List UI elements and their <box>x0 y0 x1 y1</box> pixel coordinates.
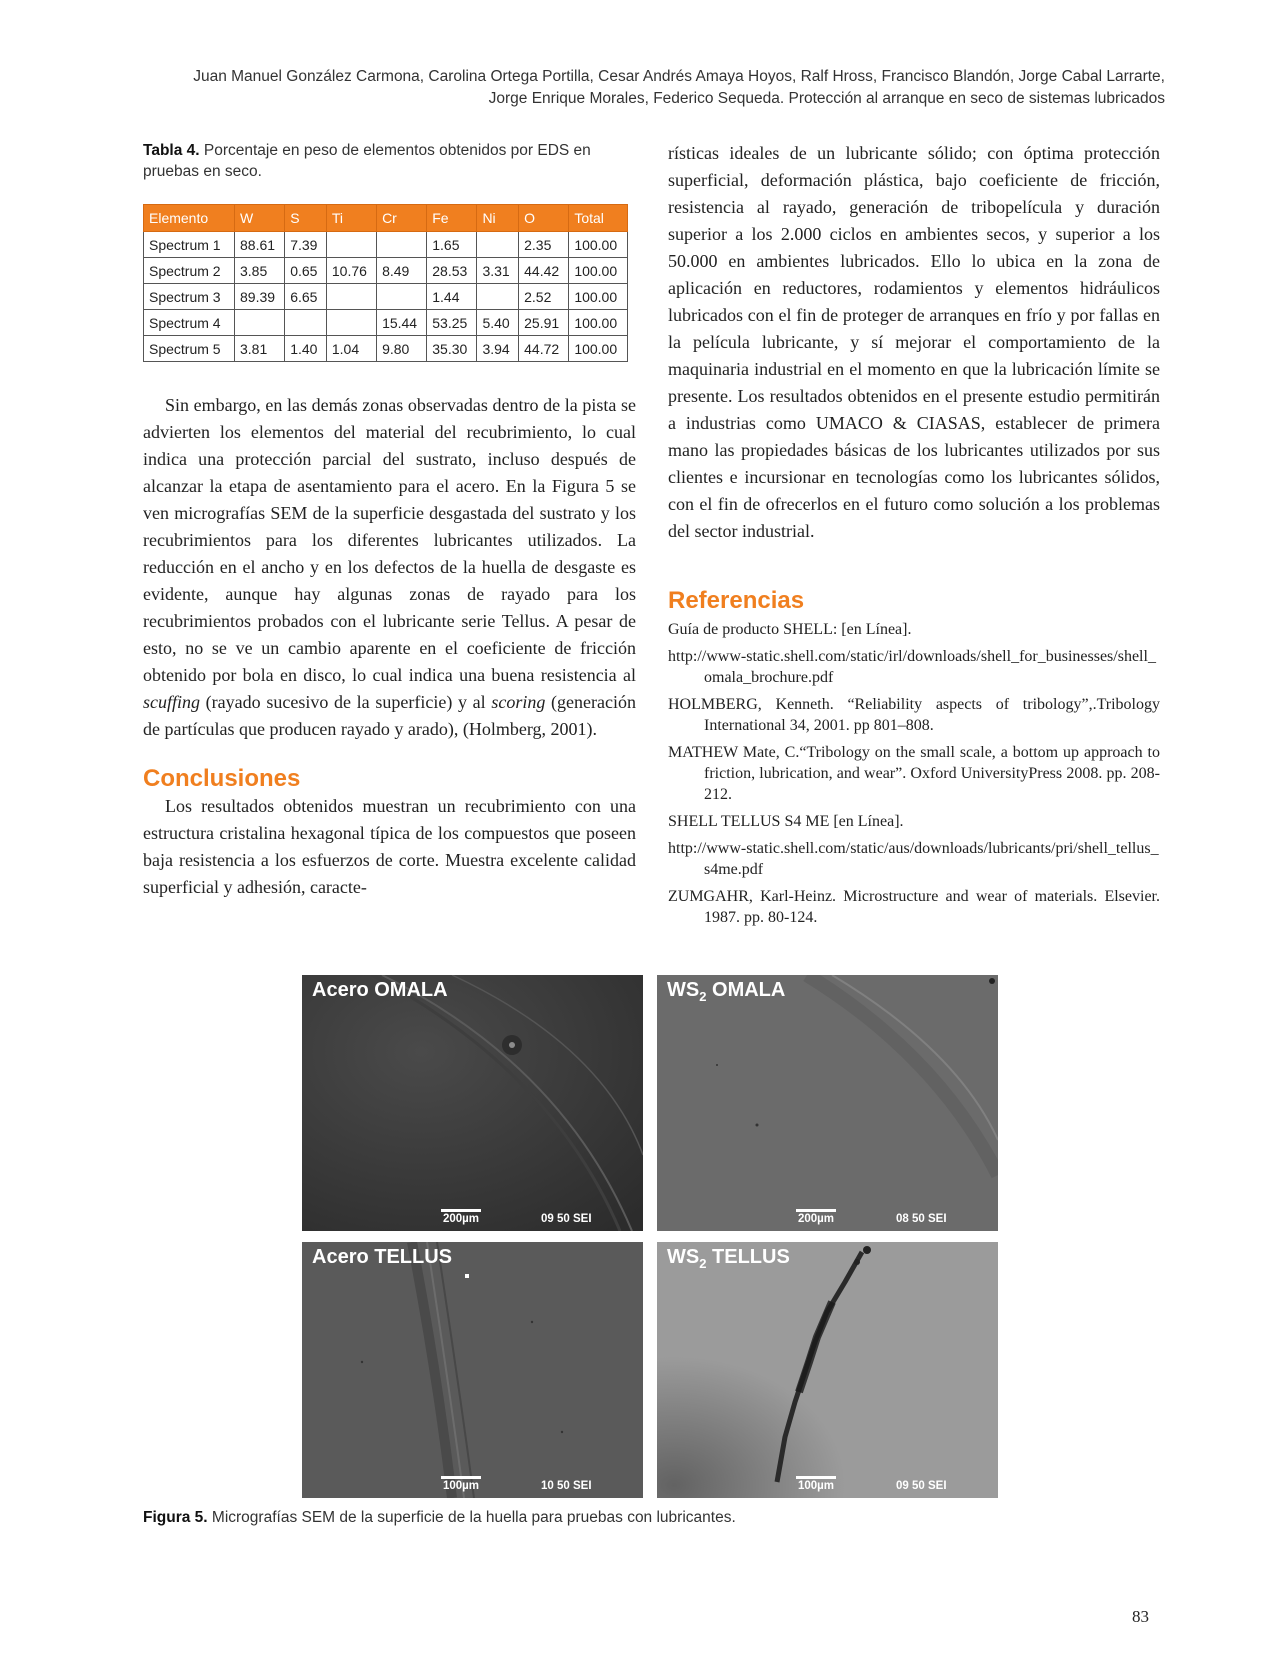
table-caption-text: Porcentaje en peso de elementos obtenidos por EDS en pruebas en seco. <box>143 142 591 180</box>
table-row <box>144 336 628 362</box>
table-cell <box>377 284 427 310</box>
table-row <box>144 258 628 284</box>
col-header-o: O <box>519 205 569 232</box>
panel-label: $WS_2$ OMALA <box>667 979 786 1004</box>
table-cell: 89.39 <box>235 284 285 310</box>
table-cell: 100.00 <box>569 336 628 362</box>
table-cell <box>477 232 519 258</box>
scale-bar: 200µm <box>441 1209 481 1225</box>
micrograph-image <box>657 1242 998 1498</box>
reference-item: MATHEW Mate, C.“Tribology on the small scale, a bottom up approach to friction, lubrication, and wear”. Oxford UniversityPress 2008. pp. 208-212. <box>668 744 1160 803</box>
col-header-w: W <box>235 205 285 232</box>
table-cell: 1.44 <box>427 284 477 310</box>
table-cell <box>326 232 376 258</box>
right-column <box>668 140 1160 934</box>
sem-info: 09 50 SEI <box>896 1480 947 1492</box>
table-cell: Spectrum 2 <box>144 258 235 284</box>
reference-item: HOLMBERG, Kenneth. “Reliability aspects of tribology”,.Tribology International 34, 2001. pp 801–808. <box>668 696 1160 734</box>
table-cell: 88.61 <box>235 232 285 258</box>
col-header-s: S <box>285 205 327 232</box>
left-column <box>143 140 636 901</box>
table-cell: 44.42 <box>519 258 569 284</box>
table-cell: 2.35 <box>519 232 569 258</box>
col-header-fe: Fe <box>427 205 477 232</box>
sem-figure <box>302 975 998 1498</box>
panel-label: $WS_2$ TELLUS <box>667 1246 790 1271</box>
section-heading-conclusiones: Conclusiones <box>143 765 301 792</box>
table-cell <box>285 310 327 336</box>
table-cell <box>235 310 285 336</box>
table-cell: 5.40 <box>477 310 519 336</box>
conclusiones-text-left <box>143 793 636 901</box>
figure-caption-label: Figura 5. <box>143 1509 208 1526</box>
header-title: Jorge Enrique Morales, Federico Sequeda. Protección al arranque en seco de sistemas lubricados <box>488 90 1165 107</box>
table-cell: Spectrum 4 <box>144 310 235 336</box>
table-cell: 100.00 <box>569 232 628 258</box>
table-cell: 3.94 <box>477 336 519 362</box>
scale-bar: 100µm <box>796 1476 836 1492</box>
sem-info: 09 50 SEI <box>541 1213 592 1225</box>
scale-bar: 100µm <box>441 1476 481 1492</box>
micrograph-acero-omala <box>302 975 643 1231</box>
micrograph-image <box>302 1242 643 1498</box>
sem-info: 10 50 SEI <box>541 1480 592 1492</box>
body-emphasis: scuffing <box>143 692 200 712</box>
reference-link[interactable]: http://www-static.shell.com/static/aus/downloads/lubricants/pri/shell_tellus_s4me.pdf <box>668 840 1159 878</box>
reference-item: Guía de producto SHELL: [en Línea]. <box>668 621 912 638</box>
panel-label: Acero TELLUS <box>312 1246 453 1268</box>
sem-info: 08 50 SEI <box>896 1213 947 1225</box>
table-cell: Spectrum 5 <box>144 336 235 362</box>
col-header-total: Total <box>569 205 628 232</box>
table-cell: 53.25 <box>427 310 477 336</box>
table-cell <box>377 232 427 258</box>
reference-item: SHELL TELLUS S4 ME [en Línea]. <box>668 813 904 830</box>
body-paragraph <box>143 392 636 743</box>
table-cell: 6.65 <box>285 284 327 310</box>
page-number: 83 <box>1132 1607 1149 1626</box>
table-row <box>144 232 628 258</box>
table-cell: 25.91 <box>519 310 569 336</box>
table-cell <box>326 284 376 310</box>
col-header-ni: Ni <box>477 205 519 232</box>
body-text-run: (rayado sucesivo de la superficie) y al <box>200 692 492 712</box>
table-cell: 10.76 <box>326 258 376 284</box>
table-cell: 3.31 <box>477 258 519 284</box>
running-header <box>140 66 1165 110</box>
micrograph-image <box>657 975 998 1231</box>
body-paragraph: rísticas ideales de un lubricante sólido; con óptima protección superficial, deformación plástica, bajo coeficiente de fricción, resistencia al rayado, generación de tribopelícula y duración superior a los 2.000 ciclos en ambientes secos, y superior a los 50.000 en ambientes lubricados. Ello lo ubica en la zona de aplicación en reductores, rodamientos y elementos hidráulicos lubricados con el fin de proteger de arranques en frío y por fallas en la película lubricante, y sí mejorar el comportamiento de la maquinaria industrial en el momento en que la lubricación límite se presente. Los resultados obtenidos en el presente estudio permitirán a industrias como UMACO & CIASAS, establecer de primera mano las propiedades básicas de los lubricantes utilizados por sus clientes e incursionar en tecnologías como los lubricantes sólidos, con el fin de ofrecerlos en el futuro como solución a los problemas del sector industrial. <box>668 143 1160 541</box>
body-paragraph: Los resultados obtenidos muestran un recubrimiento con una estructura cristalina hexagonal típica de los compuestos que poseen baja resistencia a los esfuerzos de corte. Muestra excelente calidad superficial y adhesión, caracte- <box>143 796 636 897</box>
table-cell: 1.40 <box>285 336 327 362</box>
conclusiones-text-right <box>668 140 1160 545</box>
table-cell: Spectrum 1 <box>144 232 235 258</box>
table-cell: 1.04 <box>326 336 376 362</box>
body-text-run: (generación de partículas que producen rayado y arado), (Holmberg, 2001). <box>143 692 636 739</box>
figure-caption-text: Micrografías SEM de la superficie de la huella para pruebas con lubricantes. <box>207 1509 736 1526</box>
table-cell: 3.81 <box>235 336 285 362</box>
section-heading-referencias: Referencias <box>668 587 805 614</box>
col-header-elemento: Elemento <box>144 205 235 232</box>
table-cell <box>326 310 376 336</box>
table-caption <box>143 140 636 182</box>
scale-bar: 200µm <box>796 1209 836 1225</box>
panel-label: Acero OMALA <box>312 979 448 1001</box>
left-body-text <box>143 392 636 743</box>
eds-table <box>143 204 628 362</box>
table-cell: 0.65 <box>285 258 327 284</box>
table-cell: 7.39 <box>285 232 327 258</box>
table-cell: 9.80 <box>377 336 427 362</box>
body-text-run: Sin embargo, en las demás zonas observadas dentro de la pista se advierten los elementos del material del recubrimiento, lo cual indica una protección parcial del sustrato, incluso después de alcanzar la etapa de asentamiento para el acero. En la Figura 5 se ven micrografías SEM de la superficie desgastada del sustrato y los recubrimientos para los diferentes lubricantes utilizados. La reducción en el ancho y en los defectos de la huella de desgaste es evidente, aunque hay algunas zonas de rayado para los recubrimientos probados con el lubricante serie Tellus. A pesar de esto, no se ve un cambio aparente en el coeficiente de fricción obtenido por bola en disco, lo cual indica una buena resistencia al <box>143 395 636 685</box>
micrograph-acero-tellus <box>302 1242 643 1498</box>
table-cell: 8.49 <box>377 258 427 284</box>
table-cell: 28.53 <box>427 258 477 284</box>
micrograph-ws2-omala <box>657 975 998 1231</box>
micrograph-ws2-tellus <box>657 1242 998 1498</box>
table-caption-label: Tabla 4. <box>143 142 200 159</box>
table-cell: Spectrum 3 <box>144 284 235 310</box>
micrograph-image <box>302 975 643 1231</box>
table-header-row <box>144 205 628 232</box>
col-header-cr: Cr <box>377 205 427 232</box>
reference-list <box>668 619 1160 928</box>
body-emphasis: scoring <box>491 692 546 712</box>
table-cell: 44.72 <box>519 336 569 362</box>
reference-item: ZUMGAHR, Karl-Heinz. Microstructure and wear of materials. Elsevier. 1987. pp. 80-124. <box>668 888 1160 926</box>
table-cell: 100.00 <box>569 258 628 284</box>
table-row <box>144 310 628 336</box>
table-cell <box>477 284 519 310</box>
reference-link[interactable]: http://www-static.shell.com/static/irl/downloads/shell_for_businesses/shell_omala_brochure.pdf <box>668 648 1156 686</box>
header-authors: Juan Manuel González Carmona, Carolina Ortega Portilla, Cesar Andrés Amaya Hoyos, Ralf Hross, Francisco Blandón, Jorge Cabal Larrarte, <box>193 68 1165 85</box>
col-header-ti: Ti <box>326 205 376 232</box>
table-cell: 3.85 <box>235 258 285 284</box>
table-cell: 15.44 <box>377 310 427 336</box>
table-cell: 100.00 <box>569 310 628 336</box>
table-cell: 35.30 <box>427 336 477 362</box>
table-row <box>144 284 628 310</box>
table-cell: 1.65 <box>427 232 477 258</box>
table-cell: 2.52 <box>519 284 569 310</box>
figure-caption <box>143 1509 736 1527</box>
table-cell: 100.00 <box>569 284 628 310</box>
